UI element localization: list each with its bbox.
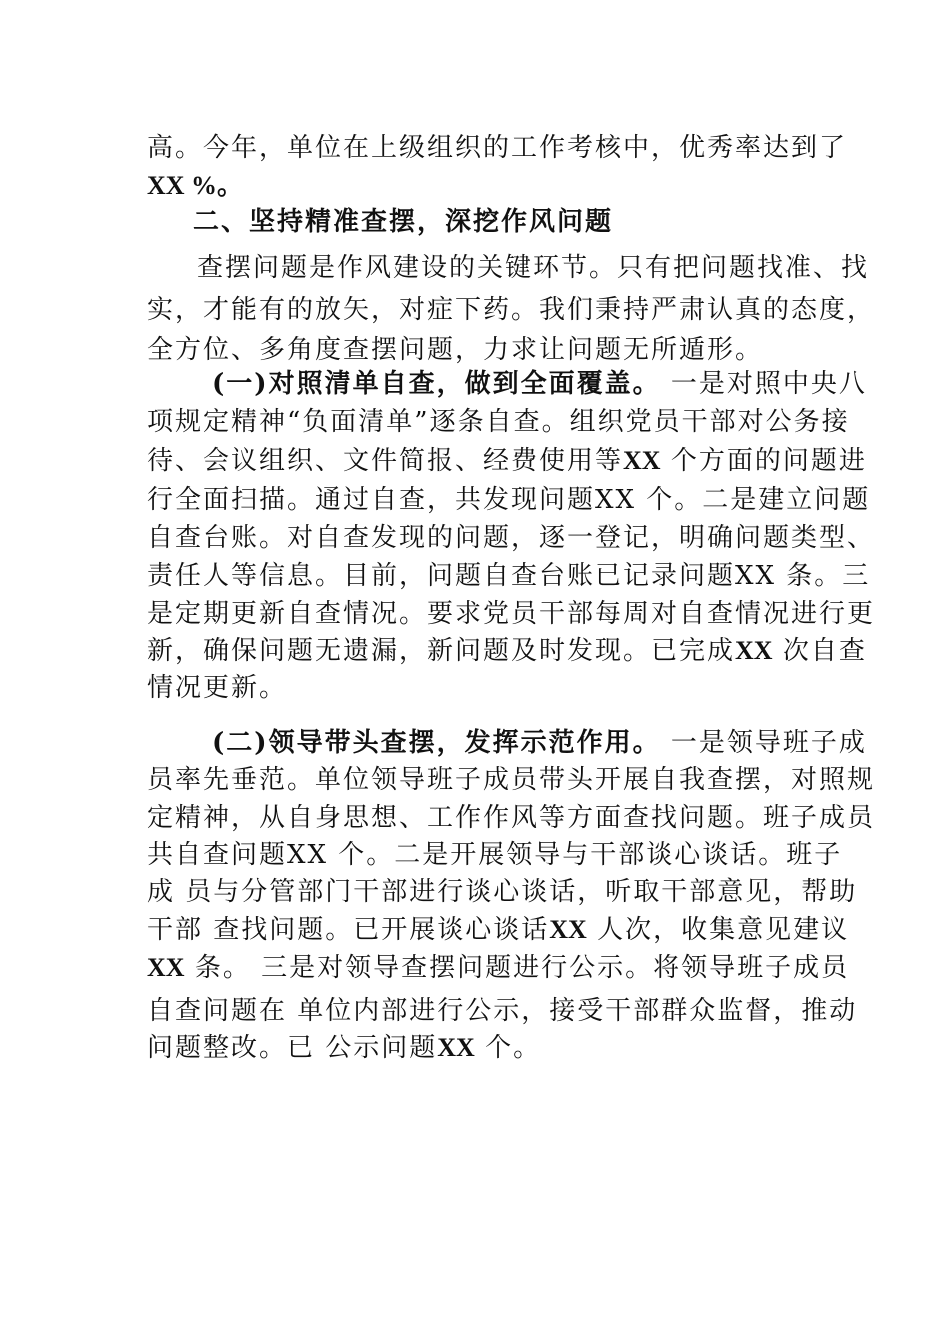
text-span: 一是对照中央八 [660,369,867,399]
text-span: 干部 查找问题。已开展谈心谈话 [147,915,550,945]
text-line: 责任人等信息。目前，问题自查台账已记录问题XX 条。三 [147,561,871,591]
text-line: 高。今年，单位在上级组织的工作考核中，优秀率达到了 [147,133,848,163]
text-line: 自查台账。对自查发现的问题，逐一登记，明确问题类型、 [147,523,876,553]
text-line: 情况更新。 [147,673,288,703]
text-span: 问题整改。已 公示问题 [147,1033,438,1063]
xx-placeholder: XX [147,953,185,982]
text-line [147,166,817,206]
text-line [147,631,867,671]
subsection-line [212,723,867,763]
subsection-title: (一)对照清单自查，做到全面覆盖。 [212,369,661,399]
subsection-title: (二)领导带头查摆，发挥示范作用。 [212,728,661,758]
text-line: 员率先垂范。单位领导班子成员带头开展自我查摆，对照规 [147,765,876,795]
xx-placeholder: XX [437,1033,475,1062]
text-line [147,441,867,481]
text-line [147,1028,817,1068]
xx-placeholder: XX [623,446,661,475]
text-line: 项规定精神“负面清单”逐条自查。组织党员干部对公务接 [147,407,850,437]
text-span: 次自查 [772,636,867,666]
text-line: 全方位、多角度查摆问题，力求让问题无所遁形。 [147,335,764,365]
text-line: 共自查问题XX 个。二是开展领导与干部谈心谈话。班子 [147,840,843,870]
xx-placeholder: XX [549,915,587,944]
text-span: 一是领导班子成 [660,728,867,758]
text-line: 自查问题在 单位内部进行公示，接受干部群众监督，推动 [147,996,858,1026]
text-line: 查摆问题是作风建设的关键环节。只有把问题找准、找 [197,253,870,283]
text-span: 人次，收集意见建议 [586,915,850,945]
text-line: 实，才能有的放矢，对症下药。我们秉持严肃认真的态度， [147,295,876,325]
subsection-line [212,364,867,404]
xx-placeholder: XX %。 [147,171,244,200]
text-span: 新，确保问题无遗漏，新问题及时发现。已完成 [147,636,736,666]
text-line: 定精神，从自身思想、工作作风等方面查找问题。班子成员 [147,803,876,833]
text-line: 是定期更新自查情况。要求党员干部每周对自查情况进行更 [147,599,876,629]
text-line: 成 员与分管部门干部进行谈心谈话，听取干部意见，帮助 [147,877,858,907]
section-heading: 二、坚持精准查摆，深挖作风问题 [193,207,614,237]
text-span: 个方面的问题进 [660,446,867,476]
text-span: 待、会议组织、文件简报、经费使用等 [147,446,624,476]
text-line: 行全面扫描。通过自查，共发现问题XX 个。二是建立问题 [147,485,871,515]
text-span: 条。 三是对领导查摆问题进行公示。将领导班子成员 [184,953,850,983]
xx-placeholder: XX [735,636,773,665]
text-span: 个。 [474,1033,542,1063]
text-line [147,910,850,950]
text-line [147,948,850,988]
